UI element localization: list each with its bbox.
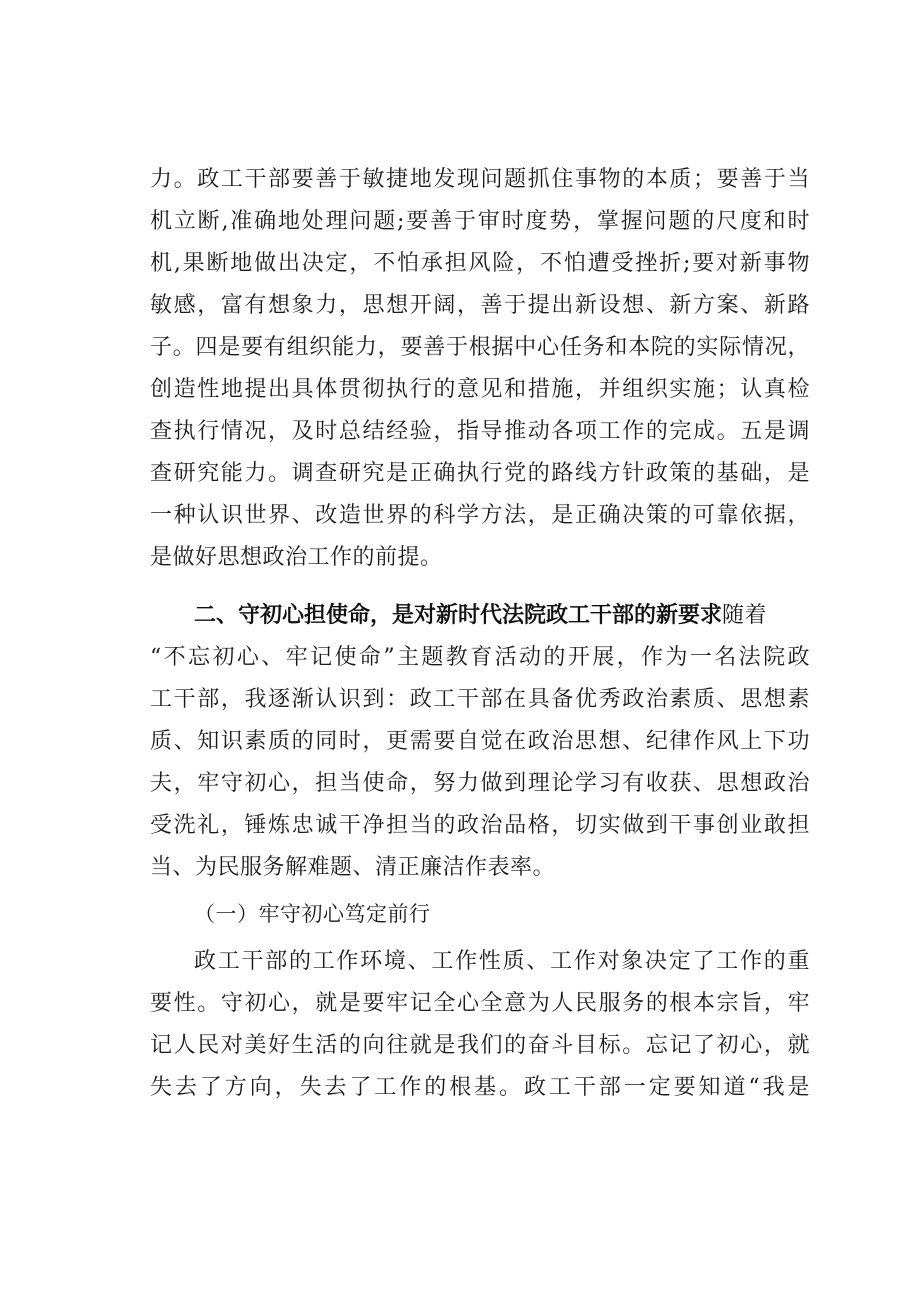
paragraph-2-line-2: 工干部，我逐渐认识到：政工干部在具备优秀政治素质、思想素 [150, 687, 810, 712]
paragraph-2-line-5: 受洗礼，锤炼忠诚干净担当的政治品格，切实做到干事创业敢担 [150, 813, 810, 838]
subheading: （一）牢守初心笃定前行 [194, 902, 431, 926]
paragraph-1-line-8: 查研究能力。调查研究是正确执行党的路线方针政策的基础，是 [150, 461, 810, 486]
paragraph-2-line-6: 当、为民服务解难题、清正廉洁作表率。 [150, 855, 556, 880]
paragraph-1-line-6: 创造性地提出具体贯彻执行的意见和措施，并组织实施；认真检 [150, 377, 810, 402]
paragraph-1-line-2: 机立断,准确地处理问题;要善于审时度势，掌握问题的尺度和时 [150, 209, 810, 234]
paragraph-3-line-4: 失去了方向，失去了工作的根基。政工干部一定要知道“我是 [150, 1075, 810, 1100]
paragraph-3-line-3: 记人民对美好生活的向往就是我们的奋斗目标。忘记了初心，就 [150, 1033, 810, 1058]
section-heading-tail: 随着 [722, 603, 768, 628]
paragraph-1-line-9: 一种认识世界、改造世界的科学方法，是正确决策的可靠依据， [150, 503, 810, 528]
section-heading-line [194, 596, 767, 636]
paragraph-2-line-4: 夫，牢守初心，担当使命，努力做到理论学习有收获、思想政治 [150, 771, 810, 796]
paragraph-1-line-4: 敏感，富有想象力，思想开阔，善于提出新设想、新方案、新路 [150, 293, 810, 318]
paragraph-1-line-7: 查执行情况，及时总结经验，指导推动各项工作的完成。五是调 [150, 419, 810, 444]
paragraph-1-line-10: 是做好思想政治工作的前提。 [150, 545, 443, 570]
paragraph-1-line-5: 子。四是要有组织能力，要善于根据中心任务和本院的实际情况， [150, 335, 810, 360]
paragraph-1-line-1: 力。政工干部要善于敏捷地发现问题抓住事物的本质；要善于当 [150, 167, 810, 192]
paragraph-2-line-3: 质、知识素质的同时，更需要自觉在政治思想、纪律作风上下功 [150, 729, 810, 754]
paragraph-3-line-2: 要性。守初心，就是要牢记全心全意为人民服务的根本宗旨，牢 [150, 991, 810, 1016]
paragraph-1-line-3: 机,果断地做出决定，不怕承担风险，不怕遭受挫折;要对新事物 [150, 251, 810, 276]
section-heading: 二、守初心担使命，是对新时代法院政工干部的新要求 [194, 603, 723, 628]
paragraph-2-line-1: “不忘初心、牢记使命”主题教育活动的开展，作为一名法院政 [150, 645, 810, 670]
paragraph-3-line-1: 政工干部的工作环境、工作性质、工作对象决定了工作的重 [194, 949, 810, 974]
